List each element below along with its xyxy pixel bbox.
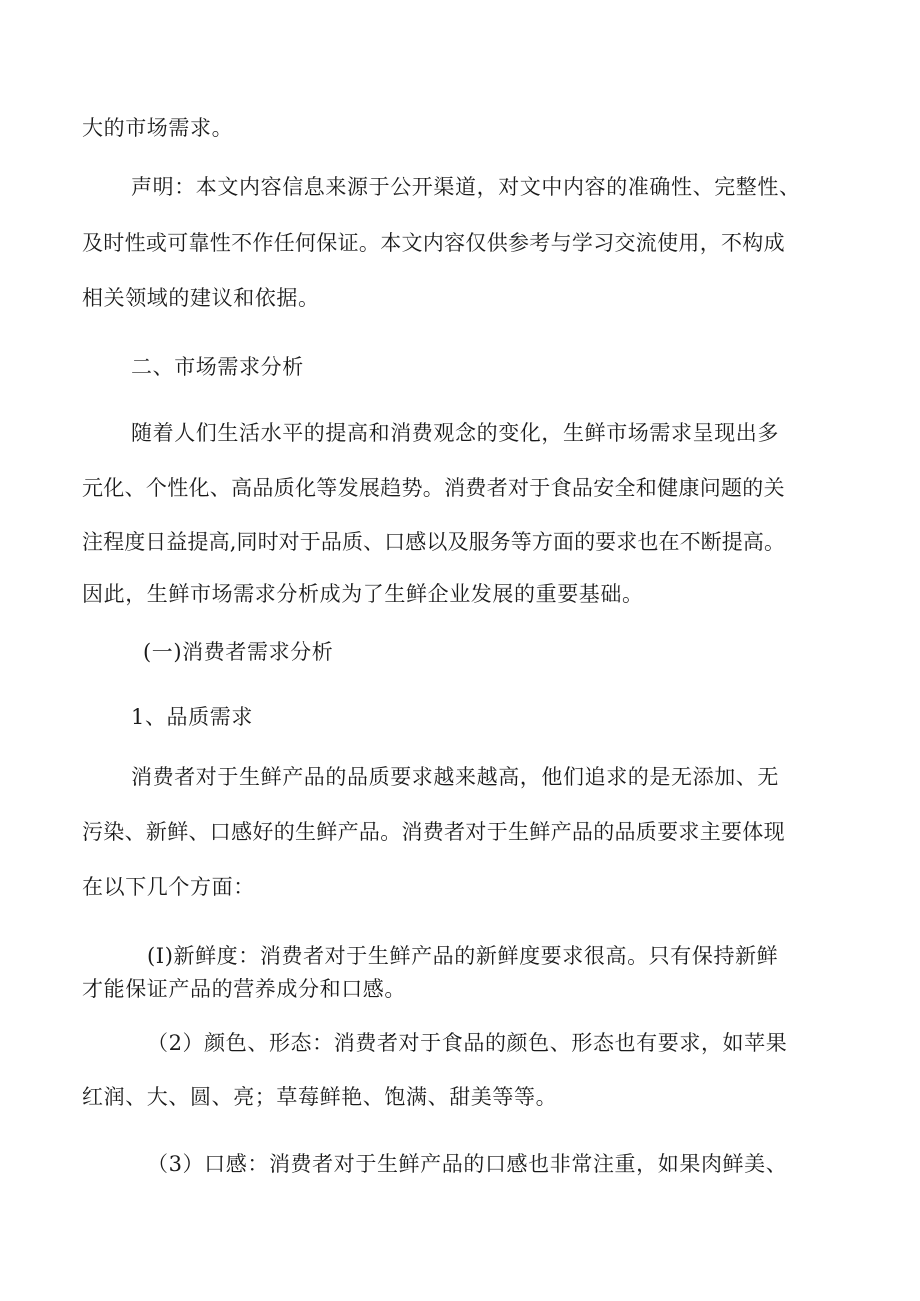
section-heading: 二、市场需求分析 bbox=[131, 355, 304, 379]
text-line: （2）颜色、形态：消费者对于食品的颜色、形态也有要求，如苹果 bbox=[147, 1031, 788, 1055]
text-line: （3）口感：消费者对于生鲜产品的口感也非常注重，如果肉鲜美、 bbox=[147, 1152, 788, 1176]
text-line: 及时性或可靠性不作任何保证。本文内容仅供参考与学习交流使用，不构成 bbox=[82, 231, 785, 255]
text-line: 在以下几个方面： bbox=[82, 875, 255, 899]
text-line: 声明：本文内容信息来源于公开渠道，对文中内容的准确性、完整性、 bbox=[131, 175, 801, 199]
text-line: 才能保证产品的营养成分和口感。 bbox=[82, 977, 406, 1001]
text-line: 因此，生鲜市场需求分析成为了生鲜企业发展的重要基础。 bbox=[82, 582, 644, 606]
text-line: 注程度日益提高,同时对于品质、口感以及服务等方面的要求也在不断提高。 bbox=[82, 530, 786, 554]
item-heading: 1、品质需求 bbox=[131, 705, 253, 729]
text-line: 元化、个性化、高品质化等发展趋势。消费者对于食品安全和健康问题的关 bbox=[82, 476, 785, 500]
text-line: (I)新鲜度：消费者对于生鲜产品的新鲜度要求很高。只有保持新鲜 bbox=[147, 944, 779, 968]
text-line: 消费者对于生鲜产品的品质要求越来越高，他们追求的是无添加、无 bbox=[131, 765, 779, 789]
text-line: 污染、新鲜、口感好的生鲜产品。消费者对于生鲜产品的品质要求主要体现 bbox=[82, 820, 785, 844]
subsection-heading: (一)消费者需求分析 bbox=[143, 640, 334, 664]
text-line: 大的市场需求。 bbox=[82, 116, 234, 140]
text-line: 红润、大、圆、亮；草莓鲜艳、饱满、甜美等等。 bbox=[82, 1085, 558, 1109]
text-line: 随着人们生活水平的提高和消费观念的变化，生鲜市场需求呈现出多 bbox=[131, 421, 779, 445]
text-line: 相关领域的建议和依据。 bbox=[82, 286, 320, 310]
